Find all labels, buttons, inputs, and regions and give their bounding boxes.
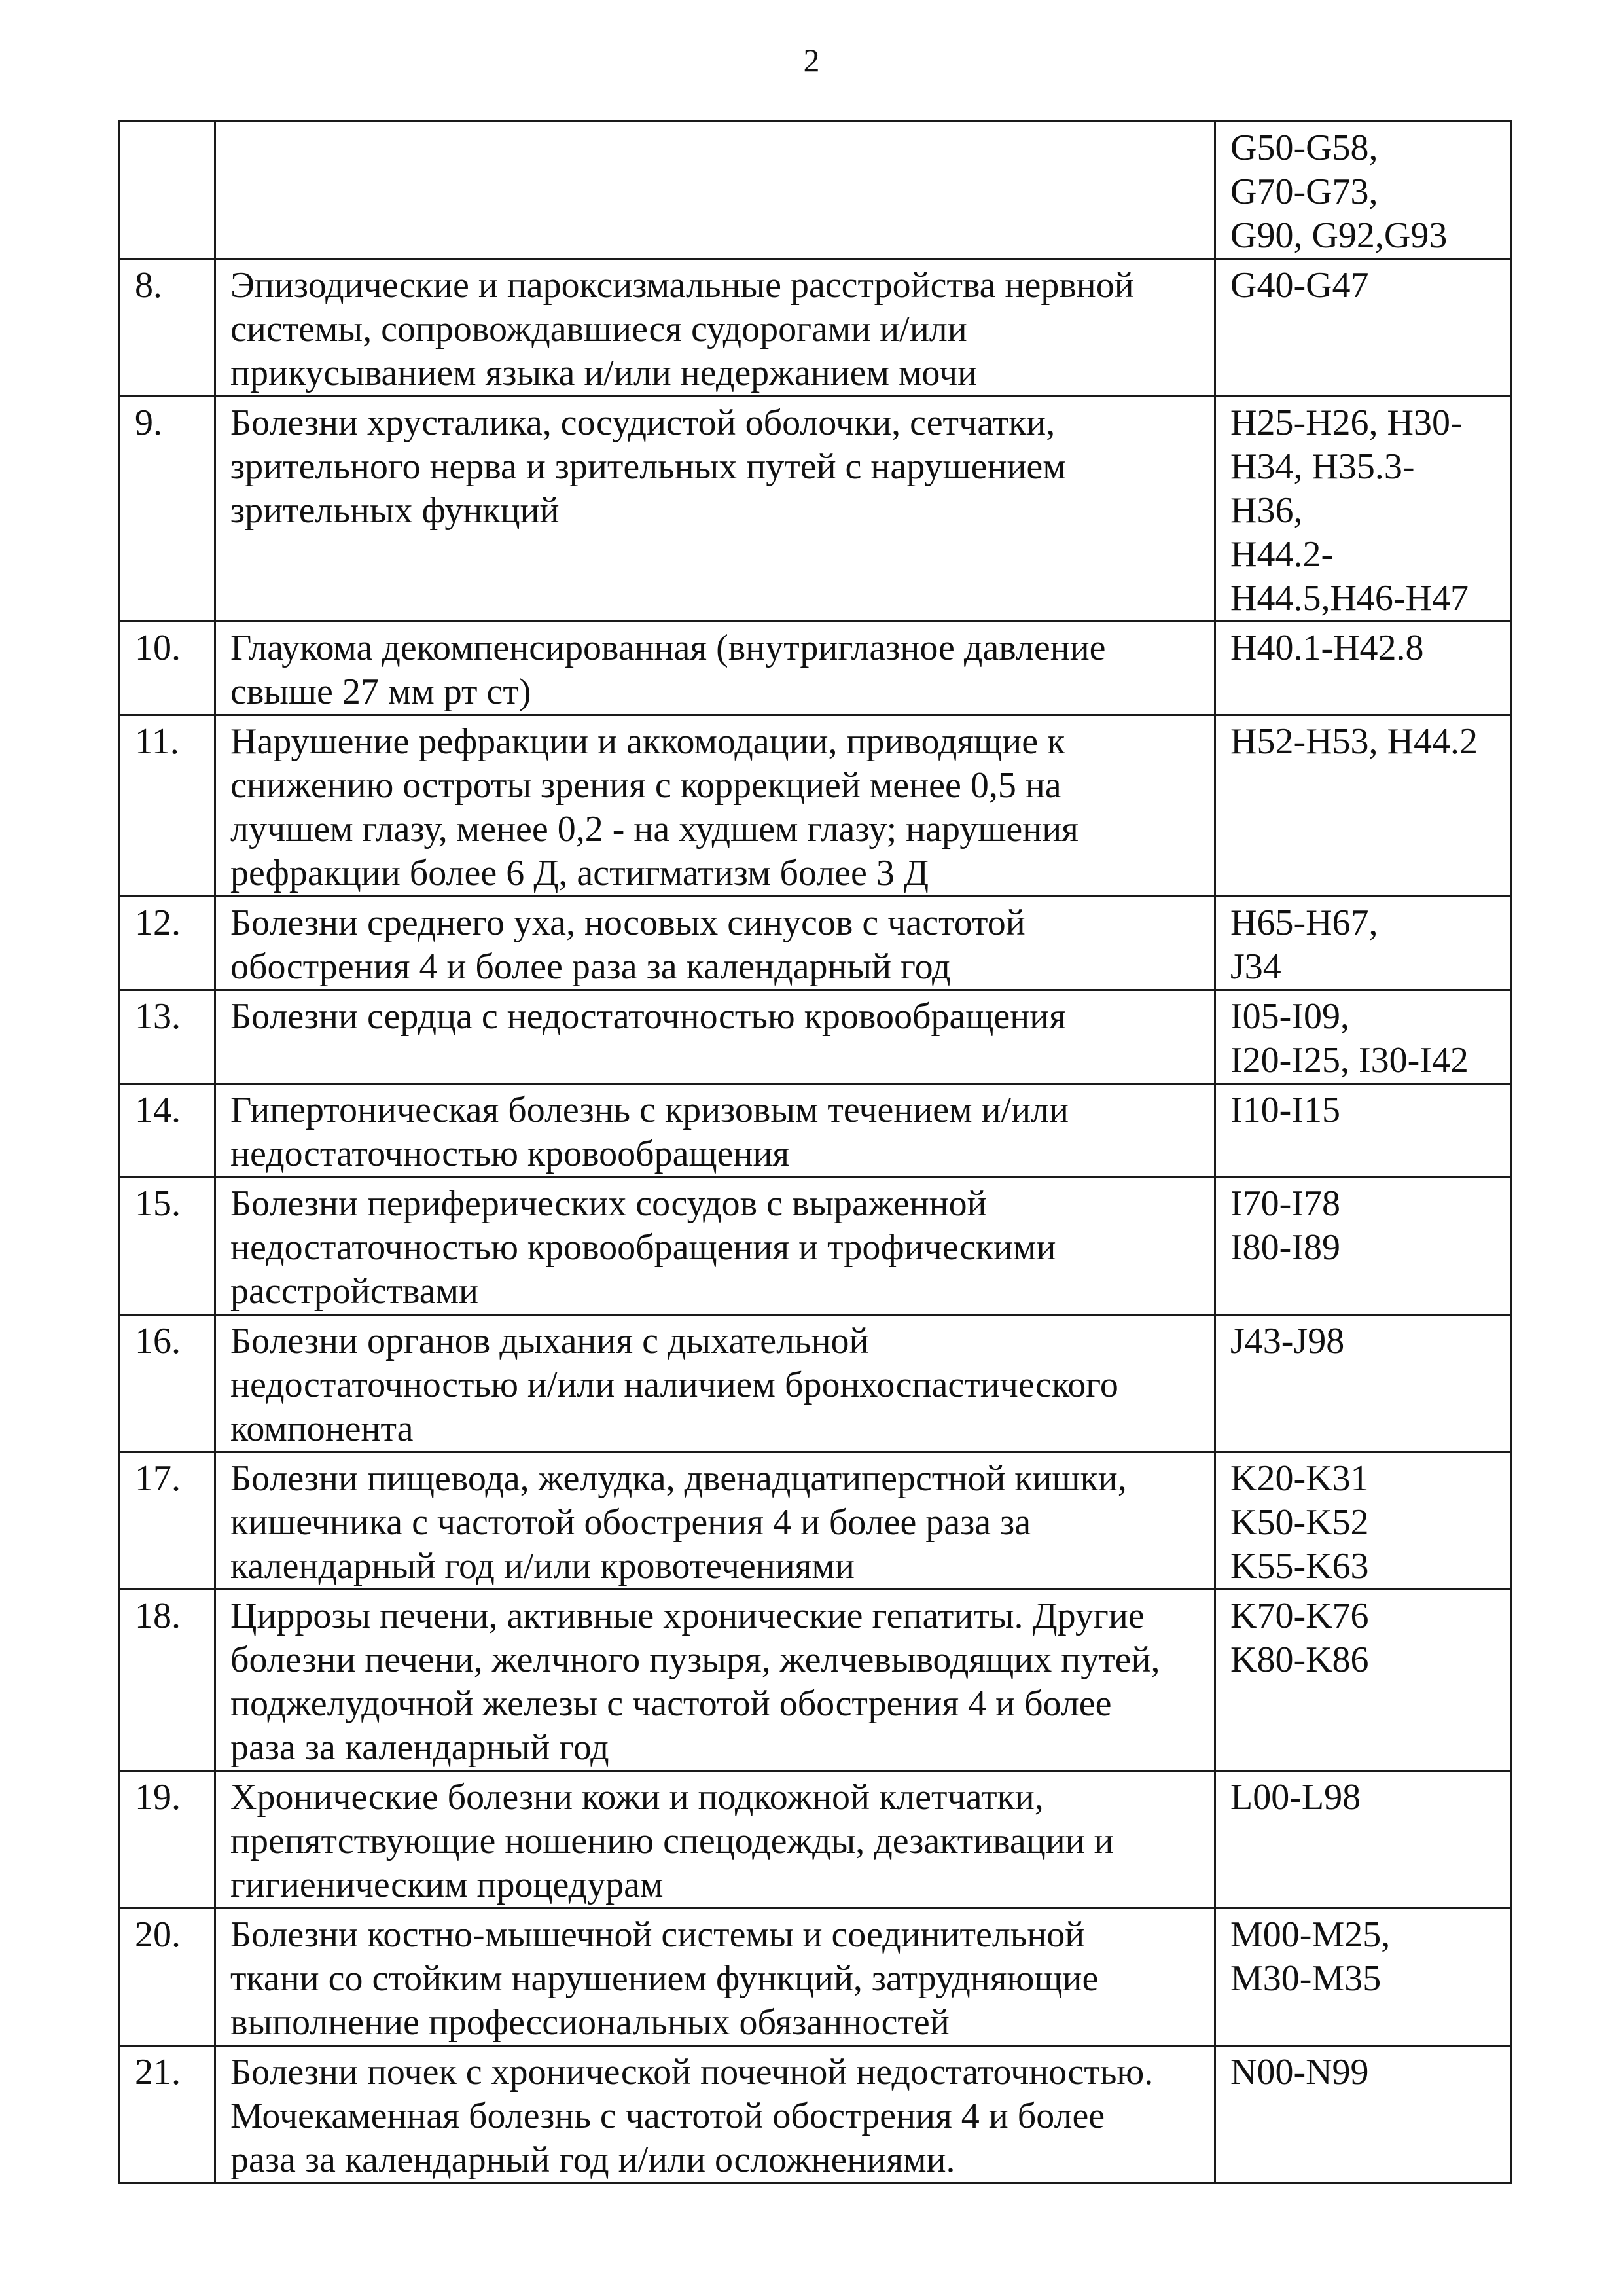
icd-code-line: H40.1-H42.8 xyxy=(1230,628,1424,668)
icd-codes xyxy=(1215,397,1511,622)
icd-code-line: L00-L98 xyxy=(1230,1777,1361,1818)
row-number xyxy=(120,122,215,259)
disease-description xyxy=(215,1590,1215,1771)
disease-description xyxy=(215,1315,1215,1452)
icd-codes xyxy=(1215,715,1511,897)
icd-code-line: G40-G47 xyxy=(1230,265,1369,306)
row-number: 18. xyxy=(120,1590,215,1771)
description-line: Болезни хрусталика, сосудистой оболочки, сетчатки, xyxy=(230,403,1056,443)
icd-code-line: I20-I25, I30-I42 xyxy=(1230,1040,1469,1081)
description-line: календарный год и/или кровотечениями xyxy=(230,1546,855,1587)
table-row xyxy=(120,1177,1511,1315)
row-number: 13. xyxy=(120,990,215,1084)
table-row xyxy=(120,1084,1511,1177)
row-number: 8. xyxy=(120,259,215,397)
disease-description xyxy=(215,122,1215,259)
icd-codes xyxy=(1215,122,1511,259)
row-number: 21. xyxy=(120,2046,215,2183)
description-line: Болезни сердца с недостаточностью кровообращения xyxy=(230,996,1066,1037)
icd-code-line: K80-K86 xyxy=(1230,1640,1369,1680)
row-number: 11. xyxy=(120,715,215,897)
description-line: Болезни среднего уха, носовых синусов с частотой xyxy=(230,903,1026,943)
row-number: 20. xyxy=(120,1909,215,2046)
disease-description xyxy=(215,990,1215,1084)
icd-code-line: K50-K52 xyxy=(1230,1502,1369,1543)
table-row xyxy=(120,259,1511,397)
icd-codes xyxy=(1215,259,1511,397)
icd-code-line: M00-M25, xyxy=(1230,1914,1391,1955)
description-line: препятствующие ношению спецодежды, дезактивации и xyxy=(230,1821,1114,1861)
description-line: системы, сопровождавшиеся судорогами и/или xyxy=(230,309,967,350)
table-row xyxy=(120,122,1511,259)
icd-code-line: H34, H35.3- xyxy=(1230,446,1415,487)
disease-description xyxy=(215,1452,1215,1590)
table-row xyxy=(120,715,1511,897)
icd-code-line: G50-G58, xyxy=(1230,128,1378,168)
row-number: 17. xyxy=(120,1452,215,1590)
icd-code-line: J43-J98 xyxy=(1230,1321,1345,1361)
description-line: Хронические болезни кожи и подкожной клетчатки, xyxy=(230,1777,1044,1818)
description-line: зрительного нерва и зрительных путей с нарушением xyxy=(230,446,1066,487)
icd-code-line: I05-I09, xyxy=(1230,996,1349,1037)
icd-code-line: H44.2- xyxy=(1230,534,1334,575)
icd-codes xyxy=(1215,1771,1511,1909)
description-line: Нарушение рефракции и аккомодации, приводящие к xyxy=(230,721,1065,762)
description-line: Гипертоническая болезнь с кризовым течением и/или xyxy=(230,1090,1069,1130)
disease-description xyxy=(215,1177,1215,1315)
description-line: гигиеническим процедурам xyxy=(230,1865,664,1905)
description-line: Болезни костно-мышечной системы и соединительной xyxy=(230,1914,1085,1955)
table-row xyxy=(120,1590,1511,1771)
icd-code-line: K55-K63 xyxy=(1230,1546,1369,1587)
description-line: Циррозы печени, активные хронические гепатиты. Другие xyxy=(230,1596,1145,1636)
description-line: прикусыванием языка и/или недержанием мочи xyxy=(230,353,978,393)
description-line: недостаточностью кровообращения xyxy=(230,1134,790,1174)
icd-code-line: H52-H53, H44.2 xyxy=(1230,721,1478,762)
description-line: болезни печени, желчного пузыря, желчевыводящих путей, xyxy=(230,1640,1160,1680)
description-line: недостаточностью и/или наличием бронхоспастического xyxy=(230,1365,1118,1405)
table-row xyxy=(120,1452,1511,1590)
disease-description xyxy=(215,1771,1215,1909)
table-row xyxy=(120,622,1511,715)
description-line: снижению остроты зрения с коррекцией менее 0,5 на xyxy=(230,765,1061,806)
description-line: рефракции более 6 Д, астигматизм более 3 Д xyxy=(230,853,929,893)
icd-code-line: K20-K31 xyxy=(1230,1458,1369,1499)
description-line: Болезни периферических сосудов с выраженной xyxy=(230,1183,987,1224)
table-row xyxy=(120,1315,1511,1452)
description-line: раза за календарный год и/или осложнениями. xyxy=(230,2140,955,2180)
disease-description xyxy=(215,259,1215,397)
description-line: раза за календарный год xyxy=(230,1727,609,1768)
description-line: зрительных функций xyxy=(230,490,560,531)
description-line: кишечника с частотой обострения 4 и более раза за xyxy=(230,1502,1031,1543)
icd-code-line: K70-K76 xyxy=(1230,1596,1369,1636)
table-row xyxy=(120,1771,1511,1909)
icd-codes xyxy=(1215,990,1511,1084)
description-line: свыше 27 мм рт ст) xyxy=(230,672,531,712)
description-line: Болезни пищевода, желудка, двенадцатиперстной кишки, xyxy=(230,1458,1127,1499)
row-number: 9. xyxy=(120,397,215,622)
description-line: выполнение профессиональных обязанностей xyxy=(230,2002,950,2043)
disease-description xyxy=(215,1909,1215,2046)
icd-code-line: M30-M35 xyxy=(1230,1958,1382,1999)
row-number: 15. xyxy=(120,1177,215,1315)
row-number: 12. xyxy=(120,897,215,990)
icd-code-line: H44.5,H46-H47 xyxy=(1230,578,1469,619)
icd-code-line: I10-I15 xyxy=(1230,1090,1340,1130)
table-row xyxy=(120,1909,1511,2046)
icd-codes xyxy=(1215,1590,1511,1771)
icd-codes xyxy=(1215,897,1511,990)
description-line: Болезни почек с хронической почечной недостаточностью. xyxy=(230,2052,1154,2092)
description-line: Глаукома декомпенсированная (внутриглазное давление xyxy=(230,628,1106,668)
icd-codes xyxy=(1215,1452,1511,1590)
icd-codes xyxy=(1215,1909,1511,2046)
table-row xyxy=(120,897,1511,990)
description-line: поджелудочной железы с частотой обострения 4 и более xyxy=(230,1683,1112,1724)
disease-description xyxy=(215,622,1215,715)
icd-codes xyxy=(1215,1315,1511,1452)
icd-code-line: N00-N99 xyxy=(1230,2052,1369,2092)
disease-description xyxy=(215,715,1215,897)
description-line: Болезни органов дыхания с дыхательной xyxy=(230,1321,869,1361)
icd-code-line: I70-I78 xyxy=(1230,1183,1340,1224)
table-row xyxy=(120,397,1511,622)
row-number: 16. xyxy=(120,1315,215,1452)
page-number: 2 xyxy=(803,42,820,79)
icd-code-line: J34 xyxy=(1230,946,1281,987)
icd-code-line: H36, xyxy=(1230,490,1303,531)
icd-code-line: I80-I89 xyxy=(1230,1227,1340,1268)
icd-code-line: G90, G92,G93 xyxy=(1230,215,1448,256)
row-number: 19. xyxy=(120,1771,215,1909)
disease-description xyxy=(215,1084,1215,1177)
icd-codes xyxy=(1215,1177,1511,1315)
icd-codes xyxy=(1215,622,1511,715)
icd-code-line: H25-H26, H30- xyxy=(1230,403,1463,443)
row-number: 10. xyxy=(120,622,215,715)
description-line: обострения 4 и более раза за календарный год xyxy=(230,946,951,987)
description-line: Эпизодические и пароксизмальные расстройства нервной xyxy=(230,265,1134,306)
description-line: компонента xyxy=(230,1408,414,1449)
icd-code-line: G70-G73, xyxy=(1230,171,1378,212)
disease-description xyxy=(215,397,1215,622)
row-number: 14. xyxy=(120,1084,215,1177)
description-line: лучшем глазу, менее 0,2 - на худшем глазу; нарушения xyxy=(230,809,1079,850)
table-row xyxy=(120,2046,1511,2183)
disease-description xyxy=(215,2046,1215,2183)
icd-codes xyxy=(1215,1084,1511,1177)
icd-codes xyxy=(1215,2046,1511,2183)
table-row xyxy=(120,990,1511,1084)
disease-description xyxy=(215,897,1215,990)
description-line: Мочекаменная болезнь с частотой обострения 4 и более xyxy=(230,2096,1105,2136)
disease-table xyxy=(118,120,1512,2184)
icd-code-line: H65-H67, xyxy=(1230,903,1378,943)
description-line: ткани со стойким нарушением функций, затрудняющие xyxy=(230,1958,1099,1999)
description-line: расстройствами xyxy=(230,1271,478,1312)
description-line: недостаточностью кровообращения и трофическими xyxy=(230,1227,1056,1268)
